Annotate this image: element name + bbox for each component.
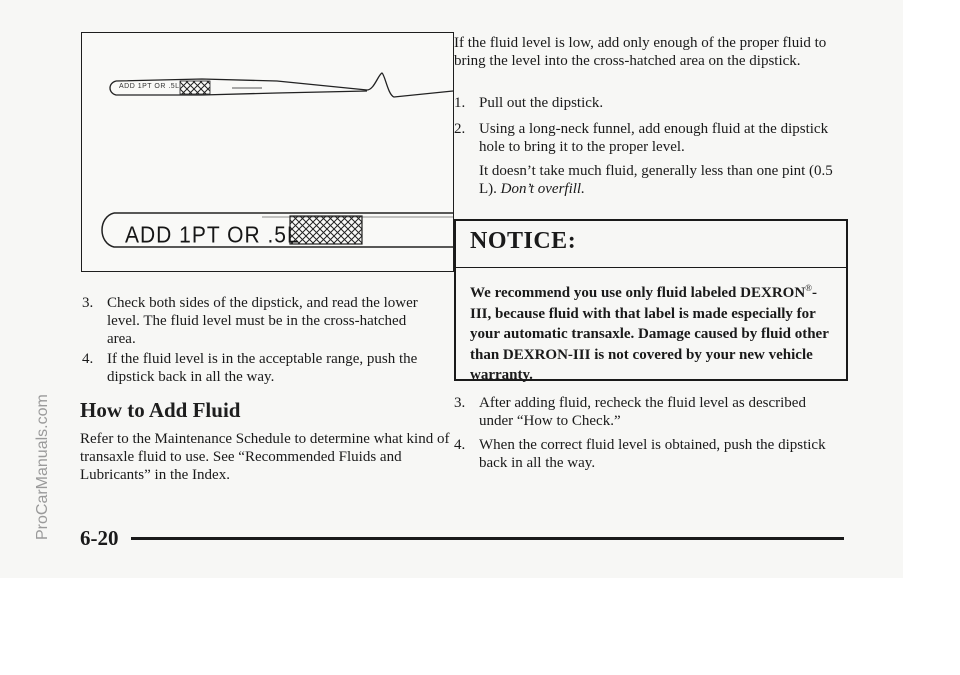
- section-intro: Refer to the Maintenance Schedule to determine what kind of transaxle fluid to use. See “Recommended Fluids and Lubricants” in the Index.: [80, 431, 450, 483]
- large-dipstick-label: ADD 1PT OR .5L: [125, 223, 300, 248]
- step-number: 4.: [82, 351, 94, 367]
- step-number: 4.: [454, 437, 466, 453]
- notice-text-pre: We recommend you use only fluid labeled DEXRON: [470, 285, 806, 301]
- notice-header: [456, 221, 846, 268]
- step-text: Check both sides of the dipstick, and read the lower level. The fluid level must be in the cross-hatched area.: [107, 295, 418, 347]
- step-text: After adding fluid, recheck the fluid level as described under “How to Check.”: [479, 395, 806, 429]
- notice-box: [454, 219, 848, 381]
- step-number: 3.: [454, 395, 466, 411]
- small-dipstick-label: ADD 1PT OR .5L: [119, 83, 180, 90]
- bottom-margin: [0, 578, 960, 675]
- page-number: 6-20: [80, 526, 119, 550]
- dipstick-figure: [81, 32, 454, 272]
- step-text: When the correct fluid level is obtained, push the dipstick back in all the way.: [479, 437, 826, 471]
- watermark: ProCarManuals.com: [34, 394, 51, 540]
- notice-text-post: -III, because fluid with that label is made especially for your automatic transaxle. Damage caused by fluid other than DEXRON-III is not covered by your new vehicle warranty.: [470, 285, 829, 383]
- note-text: It doesn’t take much fluid, generally less than one pint (0.5 L).: [479, 163, 833, 197]
- right-intro: If the fluid level is low, add only enough of the proper fluid to bring the level into the cross-hatched area on the dipstick.: [454, 35, 827, 69]
- footer-rule: [131, 537, 844, 540]
- step-text: If the fluid level is in the acceptable range, push the dipstick back in all the way.: [107, 351, 418, 385]
- notice-body: [470, 278, 838, 386]
- notice-title: NOTICE:: [470, 228, 577, 254]
- step-number: 1.: [454, 95, 466, 111]
- note-emphasis: Don’t overfill.: [500, 181, 585, 197]
- step-number: 3.: [82, 295, 94, 311]
- step-number: 2.: [454, 121, 466, 137]
- section-heading: How to Add Fluid: [80, 398, 241, 422]
- step-2-note: [479, 162, 839, 198]
- step-text: Pull out the dipstick.: [479, 95, 604, 111]
- step-text: Using a long-neck funnel, add enough fluid at the dipstick hole to bring it to the proper level.: [479, 121, 829, 155]
- registered-mark: ®: [805, 283, 812, 293]
